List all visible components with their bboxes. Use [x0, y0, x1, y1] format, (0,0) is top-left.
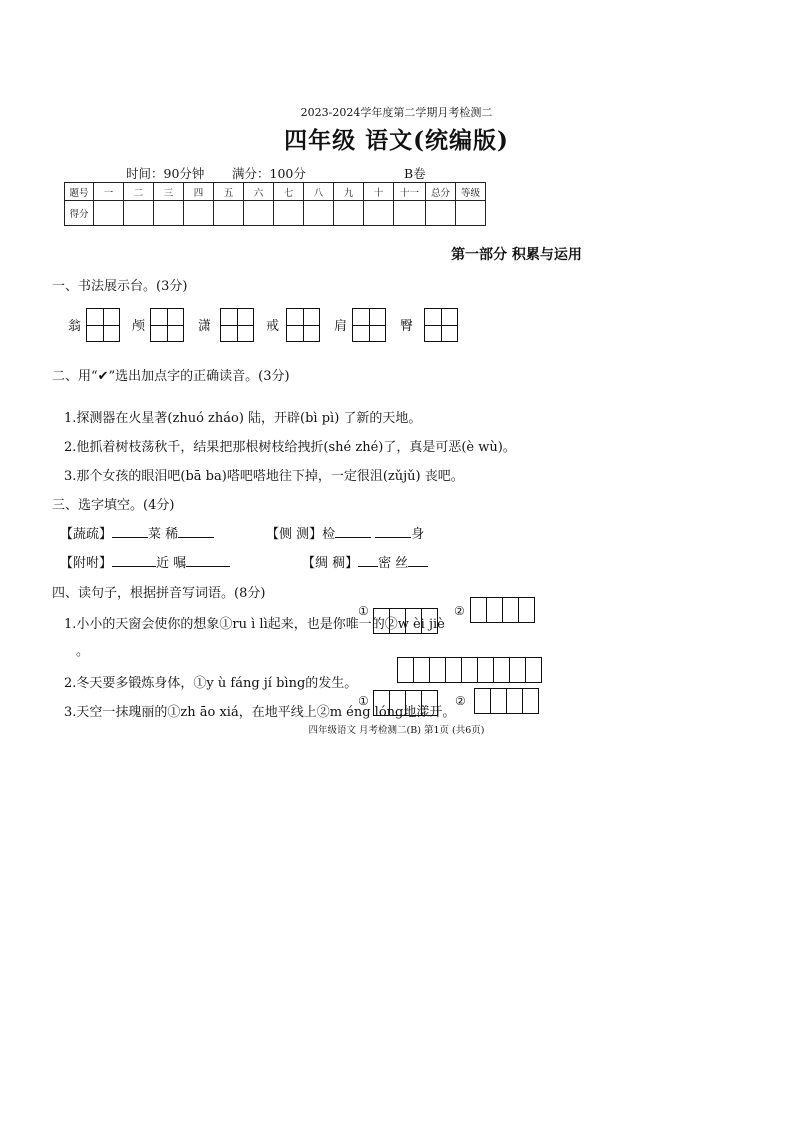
answer-blank[interactable] [358, 554, 378, 567]
answer-blank[interactable] [178, 525, 214, 538]
grid-mark: ① [358, 694, 369, 708]
q1-char: 戒 [266, 319, 280, 334]
part-title: 第一部分 积累与运用 [451, 247, 582, 263]
q2-item: 1.探测器在火星著(zhuó zháo) 陆，开辟(bì pì) 了新的天地。 [64, 411, 422, 426]
score-cell: 二 [124, 183, 154, 201]
score-cell: 六 [244, 183, 274, 201]
score-cell: 九 [334, 183, 364, 201]
score-cell: 五 [214, 183, 244, 201]
score-cell: 一 [94, 183, 124, 201]
score-row-label: 得分 [65, 201, 94, 226]
grid-mark: ② [454, 604, 465, 618]
answer-grid-strip[interactable] [470, 597, 534, 623]
q3-row-2b [302, 552, 428, 571]
score-table-input-row [65, 201, 486, 226]
exam-subtitle: 2023-2024学年度第二学期月考检测二 [300, 106, 493, 119]
page-footer: 四年级语文 月考检测二(B) 第1页 (共6页) [308, 725, 485, 736]
score-input-cell[interactable] [334, 201, 364, 226]
q1-char: 颅 [132, 319, 146, 334]
writing-grid[interactable] [86, 308, 120, 342]
q3-word: 近 [156, 556, 170, 571]
q3-word: 密 [378, 556, 392, 571]
score-cell: 七 [274, 183, 304, 201]
q2-item: 2.他抓着树枝荡秋千，结果把那根树枝给拽折(shé zhé)了，真是可恶(è wù)。 [64, 440, 516, 455]
q4-heading: 四、读句子，根据拼音写词语。(8分) [52, 586, 266, 601]
q3-row-1b [266, 523, 424, 542]
exam-title: 四年级 语文(统编版) [284, 127, 509, 154]
writing-grid[interactable] [352, 308, 386, 342]
writing-grid[interactable] [286, 308, 320, 342]
score-input-cell[interactable] [244, 201, 274, 226]
answer-grid-strip[interactable] [373, 608, 437, 634]
q3-word: 身 [411, 527, 425, 542]
q1-char: 潇 [198, 319, 212, 334]
writing-grid[interactable] [220, 308, 254, 342]
score-cell: 十一 [394, 183, 426, 201]
grid-mark: ① [358, 604, 369, 618]
q3-word: 嘱 [173, 556, 187, 571]
score-input-cell[interactable] [394, 201, 426, 226]
score-input-cell[interactable] [94, 201, 124, 226]
score-input-cell[interactable] [214, 201, 244, 226]
q3-word: 菜 [148, 527, 162, 542]
q3-heading: 三、选字填空。(4分) [52, 498, 175, 513]
q1-char: 臀 [400, 319, 414, 334]
q3-word: 稀 [165, 527, 179, 542]
score-cell: 四 [184, 183, 214, 201]
answer-grid-strip[interactable] [474, 688, 538, 714]
score-cell: 三 [154, 183, 184, 201]
answer-grid-strip[interactable] [373, 690, 437, 716]
answer-blank[interactable] [186, 554, 230, 567]
q1-char: 肩 [334, 319, 348, 334]
q4-sentence: 1.小小的天窗会使你的想象①ru ì lì起来，也是你唯一的②w èi jiè [64, 617, 445, 632]
score-input-cell[interactable] [184, 201, 214, 226]
q4-sentence: 2.冬天要多锻炼身体，①y ù fáng jí bìng的发生。 [64, 676, 358, 691]
q1-heading: 一、书法展示台。(3分) [52, 279, 188, 294]
exam-time: 时间：90分钟 [126, 166, 205, 181]
score-input-cell[interactable] [426, 201, 456, 226]
score-cell: 等级 [456, 183, 486, 201]
answer-blank[interactable] [112, 554, 156, 567]
grid-mark: ② [455, 694, 466, 708]
q3-tag: 【绸 稠】 [302, 556, 359, 571]
answer-blank[interactable] [335, 525, 371, 538]
q4-sentence: 3.天空一抹瑰丽的①zh āo xiá，在地平线上②m éng lóng地漾开。 [64, 705, 456, 720]
score-cell: 八 [304, 183, 334, 201]
q3-tag: 【蔬疏】 [60, 527, 113, 542]
score-input-cell[interactable] [154, 201, 184, 226]
score-input-cell[interactable] [124, 201, 154, 226]
answer-blank[interactable] [112, 525, 148, 538]
answer-blank[interactable] [375, 525, 411, 538]
score-cell: 十 [364, 183, 394, 201]
q3-tag: 【侧 测】 [266, 527, 323, 542]
q3-word: 丝 [395, 556, 409, 571]
q2-item: 3.那个女孩的眼泪吧(bā ba)嗒吧嗒地往下掉，一定很沮(zǔjǔ) 丧吧。 [64, 469, 464, 484]
score-input-cell[interactable] [456, 201, 486, 226]
score-input-cell[interactable] [304, 201, 334, 226]
score-cell: 题号 [65, 183, 94, 201]
q1-char: 翁 [68, 319, 82, 334]
score-cell: 总分 [426, 183, 456, 201]
q3-word: 检 [322, 527, 336, 542]
exam-paper-version: B卷 [404, 166, 426, 181]
score-input-cell[interactable] [274, 201, 304, 226]
answer-grid-strip[interactable] [397, 657, 541, 683]
q3-row-2a [60, 552, 230, 571]
score-table [64, 182, 486, 226]
score-table-header-row [65, 183, 486, 201]
answer-blank[interactable] [408, 554, 428, 567]
q2-heading: 二、用“✔”选出加点字的正确读音。(3分) [52, 369, 290, 384]
score-input-cell[interactable] [364, 201, 394, 226]
q3-tag: 【附咐】 [60, 556, 113, 571]
writing-grid[interactable] [424, 308, 458, 342]
writing-grid[interactable] [150, 308, 184, 342]
exam-full-score: 满分：100分 [232, 166, 306, 181]
q3-row-1a [60, 523, 214, 542]
q4-sentence-end: 。 [76, 644, 90, 659]
